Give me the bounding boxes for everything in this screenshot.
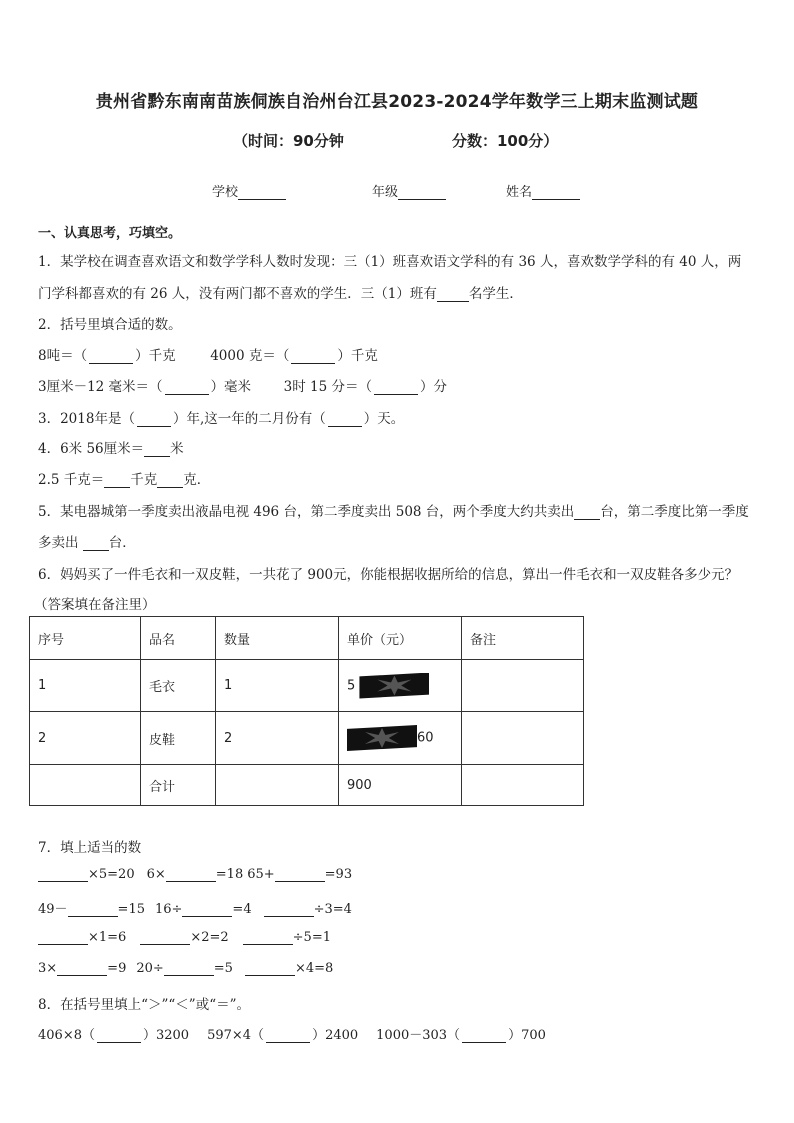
q5-l2a: 多卖出 bbox=[38, 535, 79, 551]
q3-p3: ）天。 bbox=[363, 411, 405, 427]
grade-blank[interactable] bbox=[398, 186, 446, 200]
q2-row2 bbox=[38, 375, 447, 395]
q4-l2b: 千克 bbox=[130, 472, 158, 488]
table-cell bbox=[339, 712, 462, 765]
q8-blank[interactable] bbox=[462, 1029, 506, 1043]
exam-time: （时间：90分钟 bbox=[233, 132, 344, 150]
q8-text: 406×8（ bbox=[38, 1028, 95, 1043]
q2-a1: 8吨＝（ bbox=[38, 348, 88, 364]
q4-l2c: 克． bbox=[183, 472, 211, 488]
q7-text: 16÷ bbox=[154, 902, 183, 917]
q1-line1: 1．某学校在调查喜欢语文和数学学科人数时发现：三（1）班喜欢语文学科的有 36 人，喜欢数学学科的有 40 人，两 bbox=[38, 254, 742, 270]
q5-line2 bbox=[38, 531, 136, 551]
q8-row bbox=[38, 1024, 546, 1043]
q5-blank2[interactable] bbox=[83, 536, 109, 551]
q7-blank[interactable] bbox=[68, 902, 118, 917]
q7-text: 49－ bbox=[38, 902, 68, 917]
q3-p2: ）年,这一年的二月份有（ bbox=[172, 411, 326, 427]
obscured-stain-icon bbox=[359, 673, 429, 699]
header-cell: 品名 bbox=[141, 617, 216, 660]
q7-text: =18 bbox=[215, 867, 244, 882]
q7-text: ×1=6 bbox=[88, 930, 127, 945]
q7-text: =4 bbox=[232, 902, 252, 917]
school-blank[interactable] bbox=[238, 186, 286, 200]
q7-text: ×5=20 bbox=[88, 867, 135, 882]
q8-text: 1000－303（ bbox=[376, 1028, 461, 1043]
q5-line1 bbox=[38, 500, 749, 520]
q7-blank[interactable] bbox=[140, 930, 190, 945]
table-cell: 皮鞋 bbox=[141, 712, 216, 765]
q3-line bbox=[38, 407, 404, 427]
q3-p1: 3．2018年是（ bbox=[38, 411, 135, 427]
name-blank[interactable] bbox=[532, 186, 580, 200]
q2-row1 bbox=[38, 344, 378, 364]
receipt-table bbox=[29, 616, 584, 806]
q8-blank[interactable] bbox=[97, 1029, 141, 1043]
q7-text: 65+ bbox=[247, 867, 275, 882]
header-cell: 序号 bbox=[30, 617, 141, 660]
q7-blank[interactable] bbox=[166, 867, 216, 882]
q4-blank1[interactable] bbox=[144, 442, 170, 457]
table-cell: 毛衣 bbox=[141, 660, 216, 712]
q7-text: =15 bbox=[117, 902, 145, 917]
q2-a4: ）千克 bbox=[337, 348, 378, 364]
q4-blank3[interactable] bbox=[157, 473, 183, 488]
q7-text: =9 bbox=[107, 961, 127, 976]
q2-blank3[interactable] bbox=[165, 381, 209, 395]
q2-b1: 3厘米－12 毫米＝（ bbox=[38, 379, 163, 395]
q3-blank2[interactable] bbox=[328, 413, 362, 427]
name-label: 姓名 bbox=[506, 185, 533, 200]
q1-line2 bbox=[38, 282, 523, 302]
q7-blank[interactable] bbox=[164, 961, 214, 976]
q6-line2: （答案填在备注里） bbox=[34, 597, 156, 613]
price-partial: 5 bbox=[347, 678, 356, 693]
table-cell: 2 bbox=[30, 712, 141, 765]
q1-text: 门学科都喜欢的有 26 人，没有两门都不喜欢的学生．三（1）班有 bbox=[38, 286, 437, 302]
q6-line1: 6．妈妈买了一件毛衣和一双皮鞋，一共花了 900元，你能根据收据所给的信息，算出一件毛衣和一双皮鞋各多少元？ bbox=[38, 567, 739, 583]
header-cell: 单价（元） bbox=[339, 617, 462, 660]
q5-l1a: 5．某电器城第一季度卖出液晶电视 496 台，第二季度卖出 508 台，两个季度大约共卖出 bbox=[38, 504, 575, 520]
q4-line2 bbox=[38, 468, 210, 488]
q8-text: ）3200 bbox=[142, 1028, 190, 1043]
q1-text-end: 名学生． bbox=[468, 286, 523, 302]
q7-blank[interactable] bbox=[182, 902, 232, 917]
q3-blank1[interactable] bbox=[137, 413, 171, 427]
remark-cell[interactable] bbox=[462, 765, 584, 806]
q7-row4 bbox=[38, 961, 333, 976]
q5-l2b: 台． bbox=[108, 535, 136, 551]
grade-label: 年级 bbox=[372, 185, 399, 200]
header-cell: 备注 bbox=[462, 617, 584, 660]
q5-l1b: 台，第二季度比第一季度 bbox=[600, 504, 749, 520]
table-cell bbox=[339, 660, 462, 712]
table-row bbox=[30, 660, 584, 712]
q4-line1 bbox=[38, 437, 184, 457]
q7-blank[interactable] bbox=[245, 961, 295, 976]
q4-l1b: 米 bbox=[170, 441, 184, 457]
q8-text: 597×4（ bbox=[207, 1028, 265, 1043]
table-cell bbox=[30, 765, 141, 806]
school-field[interactable] bbox=[212, 181, 286, 200]
q7-text: ×4=8 bbox=[294, 961, 334, 976]
q7-stem: 7．填上适当的数 bbox=[38, 840, 142, 856]
table-cell: 合计 bbox=[141, 765, 216, 806]
remark-cell[interactable] bbox=[462, 660, 584, 712]
table-cell bbox=[216, 765, 339, 806]
q4-l1a: 4．6米 56厘米＝ bbox=[38, 441, 145, 457]
q7-text: =93 bbox=[324, 867, 353, 882]
school-label: 学校 bbox=[212, 185, 239, 200]
obscured-stain-icon bbox=[347, 725, 417, 751]
q2-blank1[interactable] bbox=[89, 350, 133, 364]
q7-text: ÷3=4 bbox=[313, 902, 352, 917]
q8-stem: 8．在括号里填上“＞”“＜”或“＝”。 bbox=[38, 997, 250, 1013]
q7-text: 20÷ bbox=[136, 961, 164, 976]
remark-cell[interactable] bbox=[462, 712, 584, 765]
q8-text: ）700 bbox=[508, 1028, 546, 1043]
q7-text: ×2=2 bbox=[190, 930, 229, 945]
q2-a3: 4000 克＝（ bbox=[210, 348, 290, 364]
q7-blank[interactable] bbox=[275, 867, 325, 882]
header-cell: 数量 bbox=[216, 617, 339, 660]
q2-a2: ）千克 bbox=[135, 348, 176, 364]
exam-title: 贵州省黔东南南苗族侗族自治州台江县2023-2024学年数学三上期末监测试题 bbox=[95, 92, 699, 112]
exam-score: 分数：100分） bbox=[452, 132, 559, 150]
q5-blank1[interactable] bbox=[574, 505, 600, 520]
q7-text: =5 bbox=[213, 961, 233, 976]
q7-text: ÷5=1 bbox=[292, 930, 331, 945]
section-heading: 一、认真思考，巧填空。 bbox=[38, 226, 182, 241]
table-cell: 1 bbox=[30, 660, 141, 712]
table-header-row bbox=[30, 617, 584, 660]
q7-row2 bbox=[38, 898, 352, 917]
table-cell: 1 bbox=[216, 660, 339, 712]
grade-field[interactable] bbox=[372, 181, 446, 200]
q7-row1 bbox=[38, 867, 352, 882]
q2-b2: ）毫米 bbox=[210, 379, 252, 395]
q7-blank[interactable] bbox=[243, 930, 293, 945]
table-cell: 900 bbox=[339, 765, 462, 806]
q2-stem: 2．括号里填合适的数。 bbox=[38, 317, 182, 333]
table-row bbox=[30, 712, 584, 765]
q7-text: 3× bbox=[38, 961, 58, 976]
q2-blank2[interactable] bbox=[291, 350, 335, 364]
q7-blank[interactable] bbox=[38, 867, 88, 882]
q7-blank[interactable] bbox=[57, 961, 107, 976]
q7-blank[interactable] bbox=[264, 902, 314, 917]
q7-text: 6× bbox=[146, 867, 166, 882]
q2-b4: ）分 bbox=[420, 379, 448, 395]
q2-blank4[interactable] bbox=[374, 381, 418, 395]
q8-blank[interactable] bbox=[266, 1029, 310, 1043]
q8-text: ）2400 bbox=[312, 1028, 359, 1043]
name-field[interactable] bbox=[506, 181, 580, 200]
q7-row3 bbox=[38, 930, 331, 945]
q2-b3: 3时 15 分＝（ bbox=[283, 379, 373, 395]
q4-blank2[interactable] bbox=[104, 473, 130, 488]
price-partial: 60 bbox=[417, 730, 434, 746]
table-cell: 2 bbox=[216, 712, 339, 765]
q4-l2a: 2.5 千克＝ bbox=[38, 472, 105, 488]
q1-blank[interactable] bbox=[437, 287, 469, 302]
table-row bbox=[30, 765, 584, 806]
q7-blank[interactable] bbox=[38, 930, 88, 945]
